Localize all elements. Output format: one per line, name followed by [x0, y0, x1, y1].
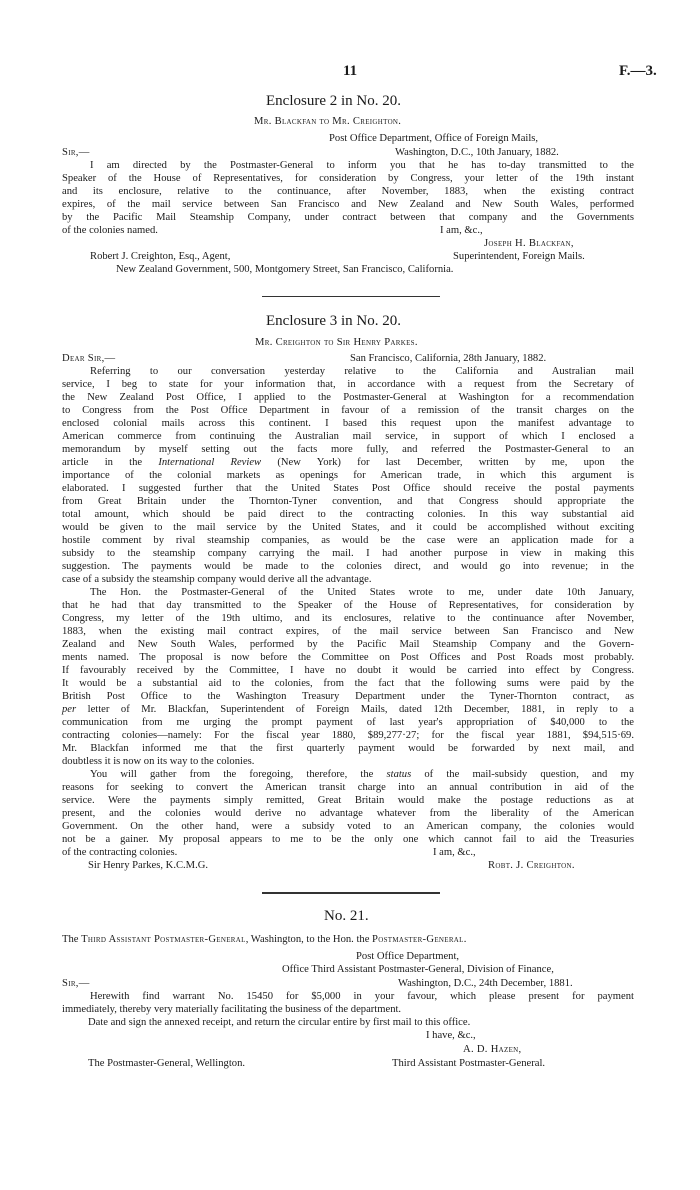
line-segment: You will gather from the foregoing, therefore, the [90, 769, 387, 780]
line-segment: . [463, 934, 467, 945]
enclosure-2-place-date: Washington, D.C., 10th January, 1882. [395, 147, 559, 158]
section-divider [262, 296, 440, 297]
enclosure-3-body-line: from Great Britain under the Thornton-Tyner convention, and that Congress should appropriate the [62, 496, 634, 507]
enclosure-2-addressee: Robert J. Creighton, Esq., Agent, [90, 251, 231, 262]
enclosure-3-body-line: ments named. The proposal is now before the Committee on Post Offices and Post Roads most probably. [62, 652, 634, 663]
enclosure-3-closing: I am, &c., [433, 847, 476, 858]
enclosure-2-body-line: Speaker of the House of Representatives, for consideration by Congress, your letter of the 19th instant [62, 173, 634, 184]
no-21-body-line: Herewith find warrant No. 15450 for $5,000 in your favour, which please present for payment [90, 991, 634, 1002]
italic-word: per [62, 704, 77, 715]
enclosure-2-signer: Joseph H. Blackfan, [484, 238, 574, 249]
heading-recipient: Postmaster-General [372, 934, 464, 945]
enclosure-2-addressee-line: New Zealand Government, 500, Montgomery Street, San Francisco, California. [116, 264, 454, 275]
enclosure-2-title: Enclosure 2 in No. 20. [266, 93, 401, 109]
enclosure-3-body-line: service. Were the payments simply remitted, Great Britain would make the postage reductions as at [62, 795, 634, 806]
enclosure-3-body-line [62, 456, 634, 469]
enclosure-3-body-line: If favourably received by the Committee, I have no doubt it would be carried into effect by Congress. [62, 665, 634, 676]
enclosure-3-body-line [90, 768, 634, 781]
page-number: 11 [343, 63, 358, 79]
enclosure-3-body-line: to Congress from the Post Office Department in favour of a remission of the transit charges on the [62, 405, 634, 416]
enclosure-3-body-line: elaborated. I suggested further that the United States Post Office should receive the postal payments [62, 483, 634, 494]
enclosure-3-body-line: hostile comment by rival steamship companies, as would be the case were an application made for a [62, 535, 634, 546]
enclosure-2-body-line: and its enclosure, relative to the continuance, after November, 1883, when the existing contract [62, 186, 634, 197]
enclosure-2-salutation: Sir,— [62, 147, 90, 158]
enclosure-3-body-line: case of a subsidy the steamship company would derive all the advantage. [62, 574, 372, 585]
enclosure-3-salutation: Dear Sir,— [62, 353, 116, 364]
enclosure-3-body-line: American commerce from continuing the Australian mail service, in support of which I enclosed a [62, 431, 634, 442]
no-21-from-line: Office Third Assistant Postmaster-General, Division of Finance, [282, 964, 554, 975]
enclosure-3-body-line: reasons for seeking to convert the American transit charge into an annual contribution in aid of the [62, 782, 634, 793]
enclosure-3-body-line: doubtless it is now on its way to the colonies. [62, 756, 255, 767]
line-segment: , Washington, to the Hon. the [245, 934, 373, 945]
enclosure-3-body-line: suggestion. The payments would be made to the colonies direct, and would go into revenue; in the [62, 561, 634, 572]
enclosure-3-body-line: It would be a substantial aid to the colonies, from the fact that the following sums were paid by the [62, 678, 634, 689]
enclosure-3-body-line: 1883, when the existing mail contract expires, of the mail service between San Francisco and New [62, 626, 634, 637]
line-segment: The [62, 934, 82, 945]
enclosure-3-body-line: The Hon. the Postmaster-General of the United States wrote to me, under date 10th January, [90, 587, 634, 598]
enclosure-3-body-line: service, I beg to state for your information that, in accordance with a request from the Secretary of [62, 379, 634, 390]
enclosure-3-body-line: of the contracting colonies. [62, 847, 178, 858]
enclosure-3-body-line: communication from me urging the prompt payment of last year's appropriation of $40,000 to the [62, 717, 634, 728]
enclosure-3-body-line: Referring to our conversation yesterday relative to the California and Australian mail [90, 366, 634, 377]
enclosure-3-body-line: not be a gainer. My proposal appears to me to be the only one which cannot fail to aid the Treasuries [62, 834, 634, 845]
enclosure-3-subtitle: Mr. Creighton to Sir Henry Parkes. [255, 337, 418, 348]
line-segment: article in the [62, 457, 159, 468]
enclosure-3-title: Enclosure 3 in No. 20. [266, 313, 401, 329]
enclosure-3-body-line: subsidy to the steamship company carrying the mail. I had another purpose in view in making this [62, 548, 634, 559]
enclosure-3-addressee: Sir Henry Parkes, K.C.M.G. [88, 860, 209, 871]
enclosure-3-body-line: Zealand and New South Wales, performed by the Pacific Mail Steamship Company and the Govern- [62, 639, 634, 650]
enclosure-3-signer: Robt. J. Creighton. [488, 860, 575, 871]
line-segment: (New York) for last December, written by me, upon the [261, 457, 634, 468]
enclosure-3-body-line: Government. On the other hand, were a subsidy voted to an American company, the colonies would [62, 821, 634, 832]
no-21-from-line: Post Office Department, [356, 951, 460, 962]
enclosure-2-closing: I am, &c., [440, 225, 483, 236]
no-21-place-date: Washington, D.C., 24th December, 1881. [398, 978, 573, 989]
enclosure-3-body-line: memorandum by myself setting out the facts more fully, and referred the Postmaster-General to an [62, 444, 634, 455]
enclosure-2-subtitle: Mr. Blackfan to Mr. Creighton. [254, 116, 402, 127]
section-divider [262, 892, 440, 894]
italic-word: status [386, 769, 412, 780]
enclosure-3-body-line: would be given to the mail service by the United States, and it could be accomplished without exciting [62, 522, 634, 533]
heading-sender: Third Assistant Postmaster-General [81, 934, 246, 945]
enclosure-3-body-line: contracting colonies—namely: For the fiscal year 1880, $89,277·27; for the fiscal year 1881, $94,515·69. [62, 730, 634, 741]
no-21-salutation: Sir,— [62, 978, 90, 989]
enclosure-3-body-line: enclosed colonial mails across this continent. I based this request upon the manifest advantage to [62, 418, 634, 429]
no-21-addressee: The Postmaster-General, Wellington. [88, 1058, 246, 1069]
document-reference: F.—3. [619, 63, 657, 79]
enclosure-3-body-line: total amount, which should be paid direct to the contracting colonies. In this way substantial aid [62, 509, 634, 520]
no-21-body-line: Date and sign the annexed receipt, and return the circular entire by first mail to this office. [88, 1017, 471, 1028]
enclosure-3-body-line: Congress, my letter of the 19th ultimo, and its enclosures, relative to the continuance after November, [62, 613, 634, 624]
enclosure-2-body-line: I am directed by the Postmaster-General to inform you that he has to-day transmitted to the [90, 160, 634, 171]
no-21-heading [62, 933, 466, 946]
no-21-closing: I have, &c., [426, 1030, 476, 1041]
enclosure-2-from-line: Post Office Department, Office of Foreign Mails, [329, 133, 539, 144]
no-21-signer: A. D. Hazen, [463, 1044, 522, 1055]
enclosure-3-body-line: Mr. Blackfan informed me that the first quarterly payment would be forwarded by next mail, and [62, 743, 634, 754]
enclosure-2-body-line: of the colonies named. [62, 225, 158, 236]
enclosure-2-signer-title: Superintendent, Foreign Mails. [453, 251, 585, 262]
enclosure-3-body-line: present, and the colonies would derive no advantage whatever from the liberality of the American [62, 808, 634, 819]
no-21-signer-title: Third Assistant Postmaster-General. [392, 1058, 546, 1069]
review-title: International Review [158, 457, 262, 468]
line-segment: letter of Mr. Blackfan, Superintendent of Foreign Mails, dated 12th December, 1881, in reply to a [76, 704, 634, 715]
enclosure-3-body-line: that he had that day transmitted to the Speaker of the House of Representatives, for consideration by [62, 600, 634, 611]
no-21-title: No. 21. [324, 908, 369, 924]
enclosure-2-body-line: by the Pacific Mail Steamship Company, under contract between that company and the Governments [62, 212, 634, 223]
enclosure-3-body-line: the New Zealand Post Office, I applied to the Postmaster-General at Washington for a recommendation [62, 392, 634, 403]
enclosure-2-body-line: expires, of the mail service between San Francisco and New Zealand and New South Wales, performed [62, 199, 634, 210]
enclosure-3-body-line: importance of the colonial markets as openings for American trade, in which this argument is [62, 470, 634, 481]
no-21-body-line: immediately, thereby very materially facilitating the business of the department. [62, 1004, 402, 1015]
line-segment: of the mail-subsidy question, and my [411, 769, 634, 780]
enclosure-3-body-line: British Post Office to the Washington Treasury Department under the Tyner-Thornton contract, as [62, 691, 634, 702]
enclosure-3-body-line [62, 703, 634, 716]
enclosure-3-place-date: San Francisco, California, 28th January, 1882. [350, 353, 547, 364]
